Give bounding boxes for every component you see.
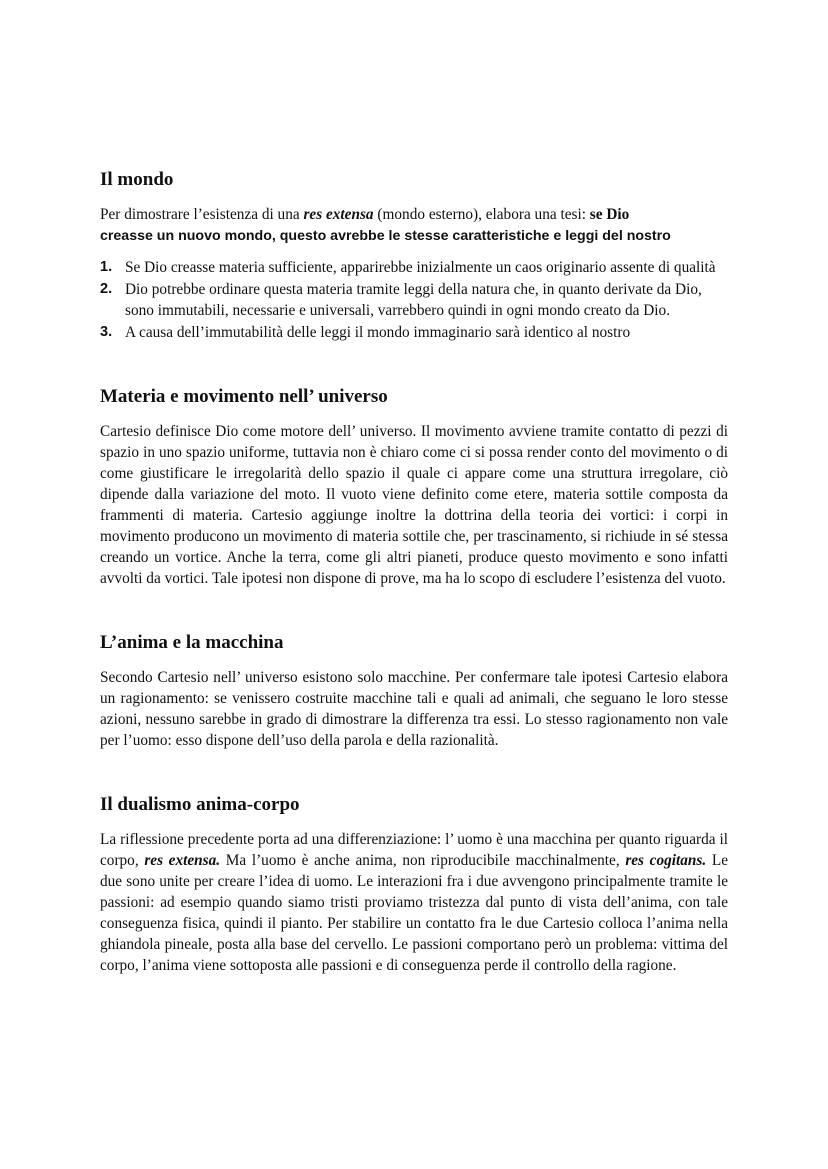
body-text: Le due sono unite per creare l’idea di uomo. Le interazioni fra i due avvengono principalmente tramite le passioni: ad esempio quando siamo tristi proviamo tristezza dal punto di vista dell’anima, con tale conseguenza fisica, quindi il pianto. Per stabilire un contatto fra le due Cartesio colloca l’anima nella ghiandola pineale, posta alla base del cervello. Le passioni comportano però un problema: vittima del corpo, l’anima viene sottoposta alle passioni e di conseguenza perde il controllo della ragione. [100, 852, 728, 974]
list-number: 3. [100, 324, 113, 340]
numbered-list [100, 257, 728, 343]
section-heading: Il mondo [100, 169, 174, 190]
section-heading: Materia e movimento nell’ universo [100, 386, 388, 407]
list-item [100, 257, 728, 278]
list-item [100, 279, 728, 321]
section-anima-e-macchina [100, 631, 728, 751]
section-heading: L’anima e la macchina [100, 632, 284, 653]
section-il-mondo [100, 168, 728, 343]
list-number: 2. [100, 281, 113, 297]
body-emphasis: res cogitans. [625, 852, 707, 869]
list-text: Se Dio creasse materia sufficiente, apparirebbe inizialmente un caos originario assente di qualità [125, 259, 716, 276]
body-text: La riflessione precedente porta ad una differenziazione: l’ uomo è una macchina per quanto riguarda il corpo, [100, 831, 728, 869]
section-dualismo [100, 793, 728, 976]
section-materia-e-movimento [100, 385, 728, 589]
section-body: Cartesio definisce Dio come motore dell’ universo. Il movimento avviene tramite contatto di pezzi di spazio in uno spazio uniforme, tuttavia non è chiaro come ci si possa render conto del movimento o di come giustificare le irregolarità dello spazio il quale ci appare come una struttura irregolare, ciò dipende dalla variazione del moto. Il vuoto viene definito come etere, materia sottile composta da frammenti di materia. Cartesio aggiunge inoltre la dottrina della teoria dei vortici: i corpi in movimento producono un movimento di materia sottile che, per trascinamento, si richiude in sé stessa creando un vortice. Anche la terra, come gli altri pianeti, produce questo movimento e sono infatti avvolti da vortici. Tale ipotesi non dispone di prove, ma ha lo scopo di escludere l’esistenza del vuoto. [100, 423, 728, 587]
body-emphasis: res extensa. [144, 852, 221, 869]
list-number: 1. [100, 259, 113, 275]
intro-bold-thesis: creasse un nuovo mondo, questo avrebbe le stesse caratteristiche e leggi del nostro [100, 228, 671, 244]
intro-bold: se Dio [589, 206, 630, 223]
list-text: A causa dell’immutabilità delle leggi il mondo immaginario sarà identico al nostro [125, 324, 631, 341]
section-heading: Il dualismo anima-corpo [100, 794, 300, 815]
section-body: Secondo Cartesio nell’ universo esistono solo macchine. Per confermare tale ipotesi Cartesio elabora un ragionamento: se venissero costruite macchine tali e quali ad animali, che seguano le loro stesse azioni, nessuno sarebbe in grado di dimostrare la differenza tra essi. Lo stesso ragionamento non vale per l’uomo: esso dispone dell’uso della parola e della razionalità. [100, 669, 728, 749]
section-intro [100, 204, 728, 247]
list-item [100, 322, 728, 343]
section-body [100, 829, 728, 976]
intro-emphasis: res extensa [303, 206, 374, 223]
intro-text: Per dimostrare l’esistenza di una [100, 206, 304, 223]
list-text: Dio potrebbe ordinare questa materia tramite leggi della natura che, in quanto derivate da Dio, sono immutabili, necessarie e universali, varrebbero quindi in ogni mondo creato da Dio. [125, 281, 702, 319]
intro-text: (mondo esterno), elabora una tesi: [373, 206, 590, 223]
body-text: Ma l’uomo è anche anima, non riproducibile macchinalmente, [220, 852, 626, 869]
